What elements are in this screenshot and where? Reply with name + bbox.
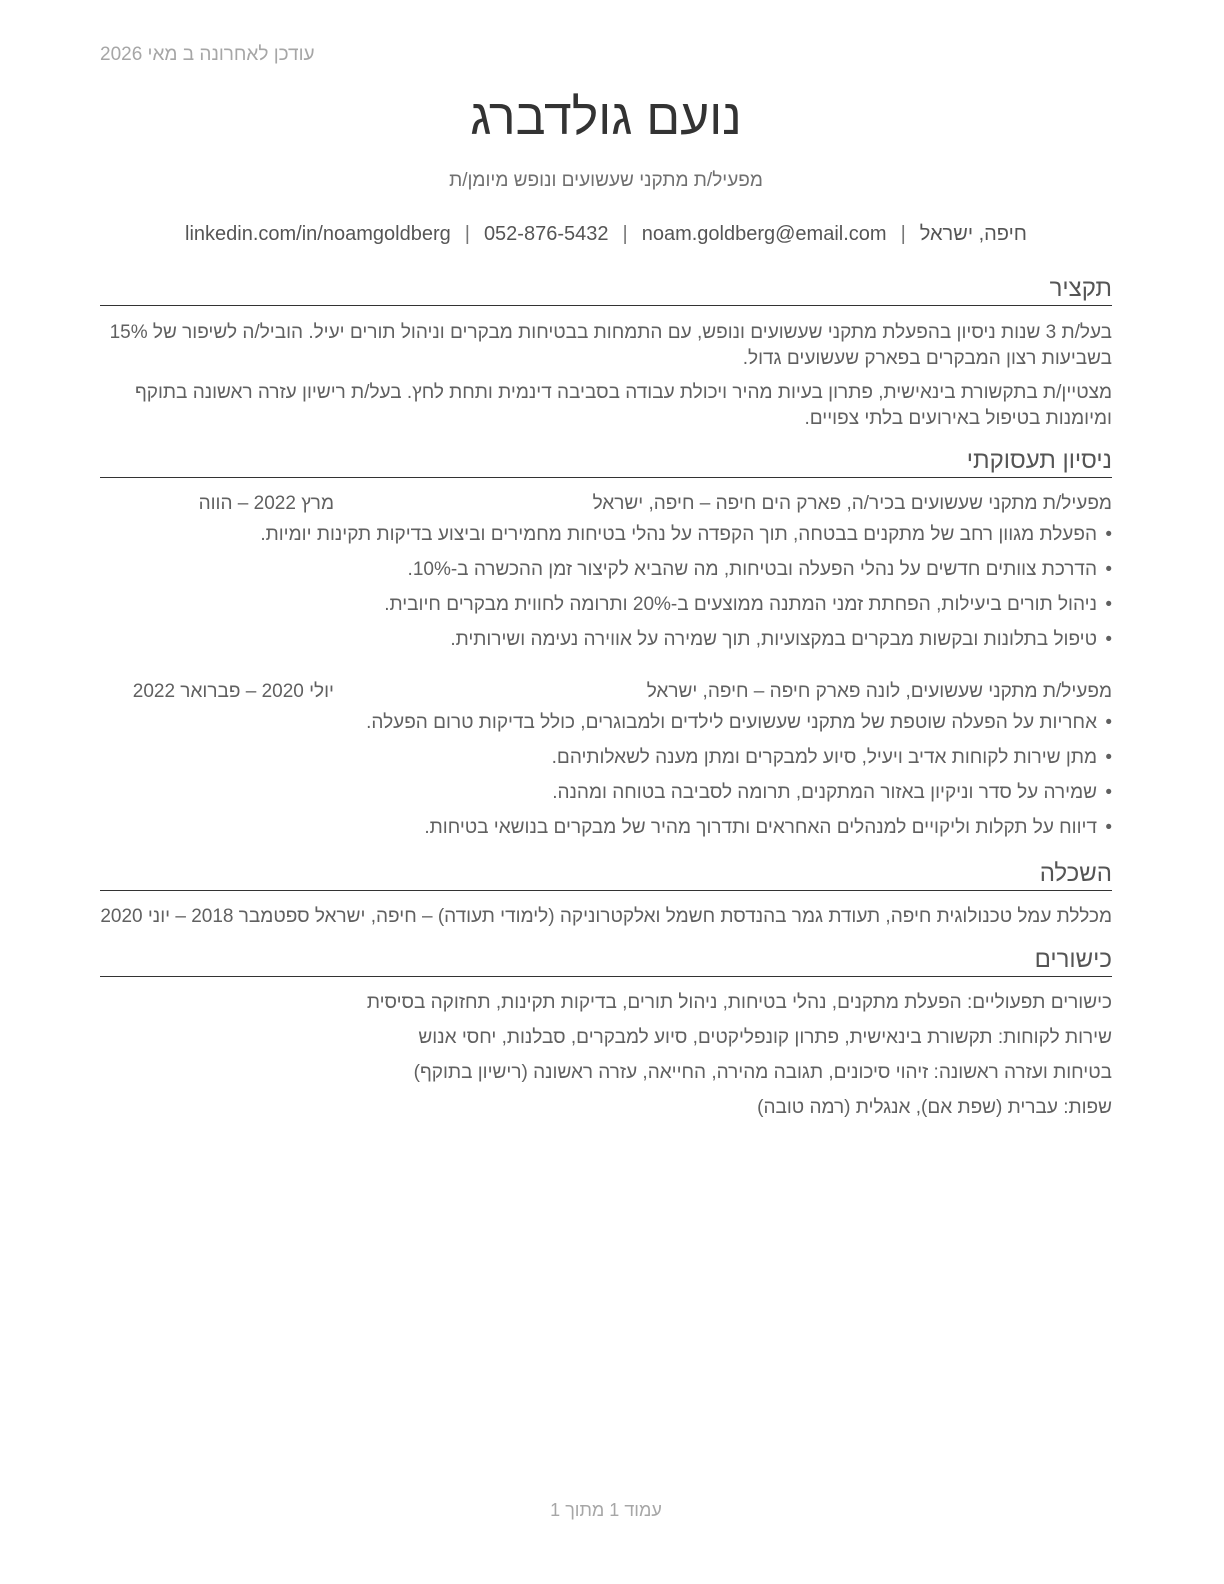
list-item: • דיווח על תקלות וליקויים למנהלים האחראים ותדרוך מהיר של מבקרים בנושאי בטיחות.: [424, 817, 1112, 838]
contact-phone[interactable]: 052-876-5432: [483, 223, 609, 245]
experience-heading: ניסיון תעסוקתי: [100, 446, 1112, 478]
list-item: • הפעלת מגוון רחב של מתקנים בבטחה, תוך הקפדה על נהלי בטיחות מחמירים וביצוע בדיקות תקינות יומיות.: [260, 524, 1112, 545]
resume-page: [100, 0, 1112, 1584]
page-number: עמוד 1 מתוך 1: [550, 1500, 662, 1520]
list-item: שירות לקוחות: תקשורת בינאישית, פתרון קונפליקטים, סיוע למבקרים, סבלנות, יחסי אנוש: [418, 1027, 1112, 1048]
job-role: מפעיל/ת מתקני שעשועים בכיר/ה, פארק הים חיפה – חיפה, ישראל: [592, 493, 1112, 514]
skills-heading: כישורים: [100, 945, 1112, 977]
list-item: בטיחות ועזרה ראשונה: זיהוי סיכונים, תגובה מהירה, החייאה, עזרה ראשונה (רישיון בתוקף): [413, 1062, 1112, 1083]
education-entry: מכללת עמל טכנולוגית חיפה, תעודת גמר בהנדסת חשמל ואלקטרוניקה (לימודי תעודה) – חיפה, ישראל ספטמבר 2018 – יוני 2020: [100, 906, 1112, 927]
job-bullets: [100, 710, 1112, 850]
summary-paragraph: מצטיין/ת בתקשורת בינאישית, פתרון בעיות מהיר ויכולת עבודה בסביבה דינמית ותחת לחץ. בעל/ת רישיון עזרה ראשונה בתוקף ומיומנות בטיפול באירועים בלתי צפויים.: [134, 382, 1112, 429]
list-item: • אחריות על הפעלה שוטפת של מתקני שעשועים לילדים ולמבוגרים, כולל בדיקות טרום הפעלה.: [366, 712, 1112, 733]
education-heading: השכלה: [100, 859, 1112, 891]
list-item: • ניהול תורים ביעילות, הפחתת זמני המתנה ממוצעים ב-20% ותרומה לחווית מבקרים חיובית.: [384, 594, 1112, 615]
list-item: • מתן שירות לקוחות אדיב ויעיל, סיוע למבקרים ומתן מענה לשאלותיהם.: [551, 747, 1112, 768]
job-header: [100, 491, 1112, 517]
summary-paragraph: בעל/ת 3 שנות ניסיון בהפעלת מתקני שעשועים ונופש, עם התמחות בבטיחות מבקרים וניהול תורים יעיל. הוביל/ה לשיפור של 15% בשביעות רצון המבקרים בפארק שעשועים גדול.: [109, 322, 1112, 369]
job-dates: מרץ 2022 – הווה: [198, 493, 334, 514]
job-header: [100, 679, 1112, 705]
list-item: שפות: עברית (שפת אם), אנגלית (רמה טובה): [757, 1097, 1112, 1118]
contact-separator: |: [622, 223, 628, 245]
candidate-title: מפעיל/ת מתקני שעשועים ונופש מיומן/ת: [449, 170, 763, 191]
job-bullets: [100, 522, 1112, 662]
contact-linkedin[interactable]: linkedin.com/in/noamgoldberg: [185, 223, 451, 245]
list-item: • הדרכת צוותים חדשים על נהלי הפעלה ובטיחות, מה שהביא לקיצור זמן ההכשרה ב-10%.: [407, 559, 1112, 580]
list-item: • שמירה על סדר וניקיון באזור המתקנים, תרומה לסביבה בטוחה ומהנה.: [552, 782, 1112, 803]
contact-location: חיפה, ישראל: [919, 223, 1027, 245]
contact-separator: |: [464, 223, 470, 245]
last-updated: עודכן לאחרונה ב מאי 2026: [100, 44, 315, 65]
contact-line: [100, 223, 1112, 246]
job-role: מפעיל/ת מתקני שעשועים, לונה פארק חיפה – חיפה, ישראל: [646, 681, 1112, 702]
job-dates: יולי 2020 – פברואר 2022: [132, 681, 334, 702]
list-item: • טיפול בתלונות ובקשות מבקרים במקצועיות, תוך שמירה על אווירה נעימה ושירותית.: [450, 629, 1112, 650]
contact-email[interactable]: noam.goldberg@email.com: [641, 223, 887, 245]
contact-separator: |: [900, 223, 906, 245]
summary-heading: תקציר: [100, 274, 1112, 306]
skills-list: [100, 990, 1112, 1130]
candidate-name: נועם גולדברג: [470, 89, 742, 145]
list-item: כישורים תפעוליים: הפעלת מתקנים, נהלי בטיחות, ניהול תורים, בדיקות תקינות, תחזוקה בסיסית: [366, 992, 1112, 1013]
